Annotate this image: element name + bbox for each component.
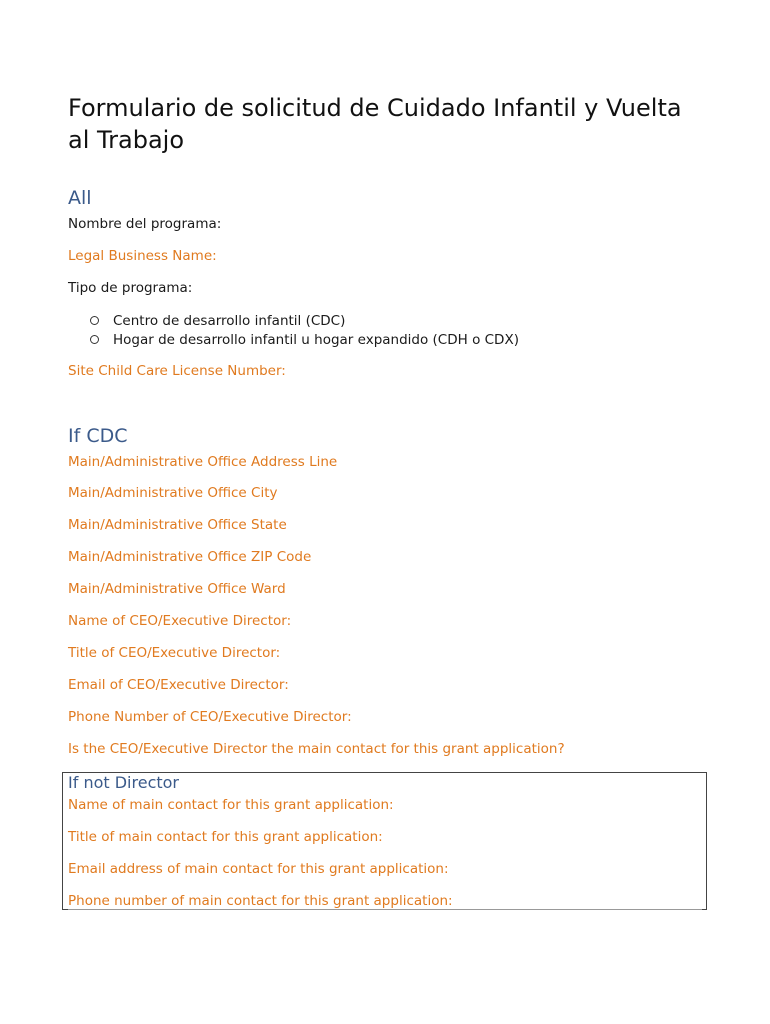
radio-option-cdc[interactable]	[90, 311, 519, 330]
radio-option-cdh-cdx[interactable]	[90, 330, 519, 349]
ceo-phone-field[interactable]: Phone Number of CEO/Executive Director:	[68, 709, 352, 725]
office-ward-field[interactable]: Main/Administrative Office Ward	[68, 581, 286, 597]
radio-option-label: Hogar de desarrollo infantil u hogar expandido (CDH o CDX)	[113, 331, 519, 348]
radio-option-label: Centro de desarrollo infantil (CDC)	[113, 312, 346, 329]
ceo-main-contact-question[interactable]: Is the CEO/Executive Director the main contact for this grant application?	[68, 741, 565, 757]
legal-business-name-field[interactable]: Legal Business Name:	[68, 248, 217, 264]
contact-name-field[interactable]: Name of main contact for this grant application:	[68, 797, 394, 813]
office-address-field[interactable]: Main/Administrative Office Address Line	[68, 454, 338, 470]
radio-circle-icon[interactable]	[90, 335, 99, 344]
contact-title-field[interactable]: Title of main contact for this grant application:	[68, 829, 383, 845]
ceo-title-field[interactable]: Title of CEO/Executive Director:	[68, 645, 281, 661]
section-heading-all: All	[68, 187, 92, 209]
contact-phone-field[interactable]: Phone number of main contact for this grant application:	[68, 893, 453, 909]
office-state-field[interactable]: Main/Administrative Office State	[68, 517, 287, 533]
ceo-name-field[interactable]: Name of CEO/Executive Director:	[68, 613, 292, 629]
office-city-field[interactable]: Main/Administrative Office City	[68, 485, 278, 501]
page-title: Formulario de solicitud de Cuidado Infantil y Vuelta al Trabajo	[68, 94, 682, 154]
program-type-radio-group	[90, 311, 519, 349]
ceo-email-field[interactable]: Email of CEO/Executive Director:	[68, 677, 289, 693]
section-heading-if-cdc: If CDC	[68, 425, 128, 447]
program-name-label: Nombre del programa:	[68, 216, 222, 232]
contact-email-field[interactable]: Email address of main contact for this grant application:	[68, 861, 449, 877]
radio-circle-icon[interactable]	[90, 316, 99, 325]
program-type-label: Tipo de programa:	[68, 280, 193, 296]
section-heading-if-not-director: If not Director	[68, 773, 179, 792]
office-zip-field[interactable]: Main/Administrative Office ZIP Code	[68, 549, 312, 565]
license-number-field[interactable]: Site Child Care License Number:	[68, 363, 286, 379]
field-underline	[68, 909, 702, 910]
